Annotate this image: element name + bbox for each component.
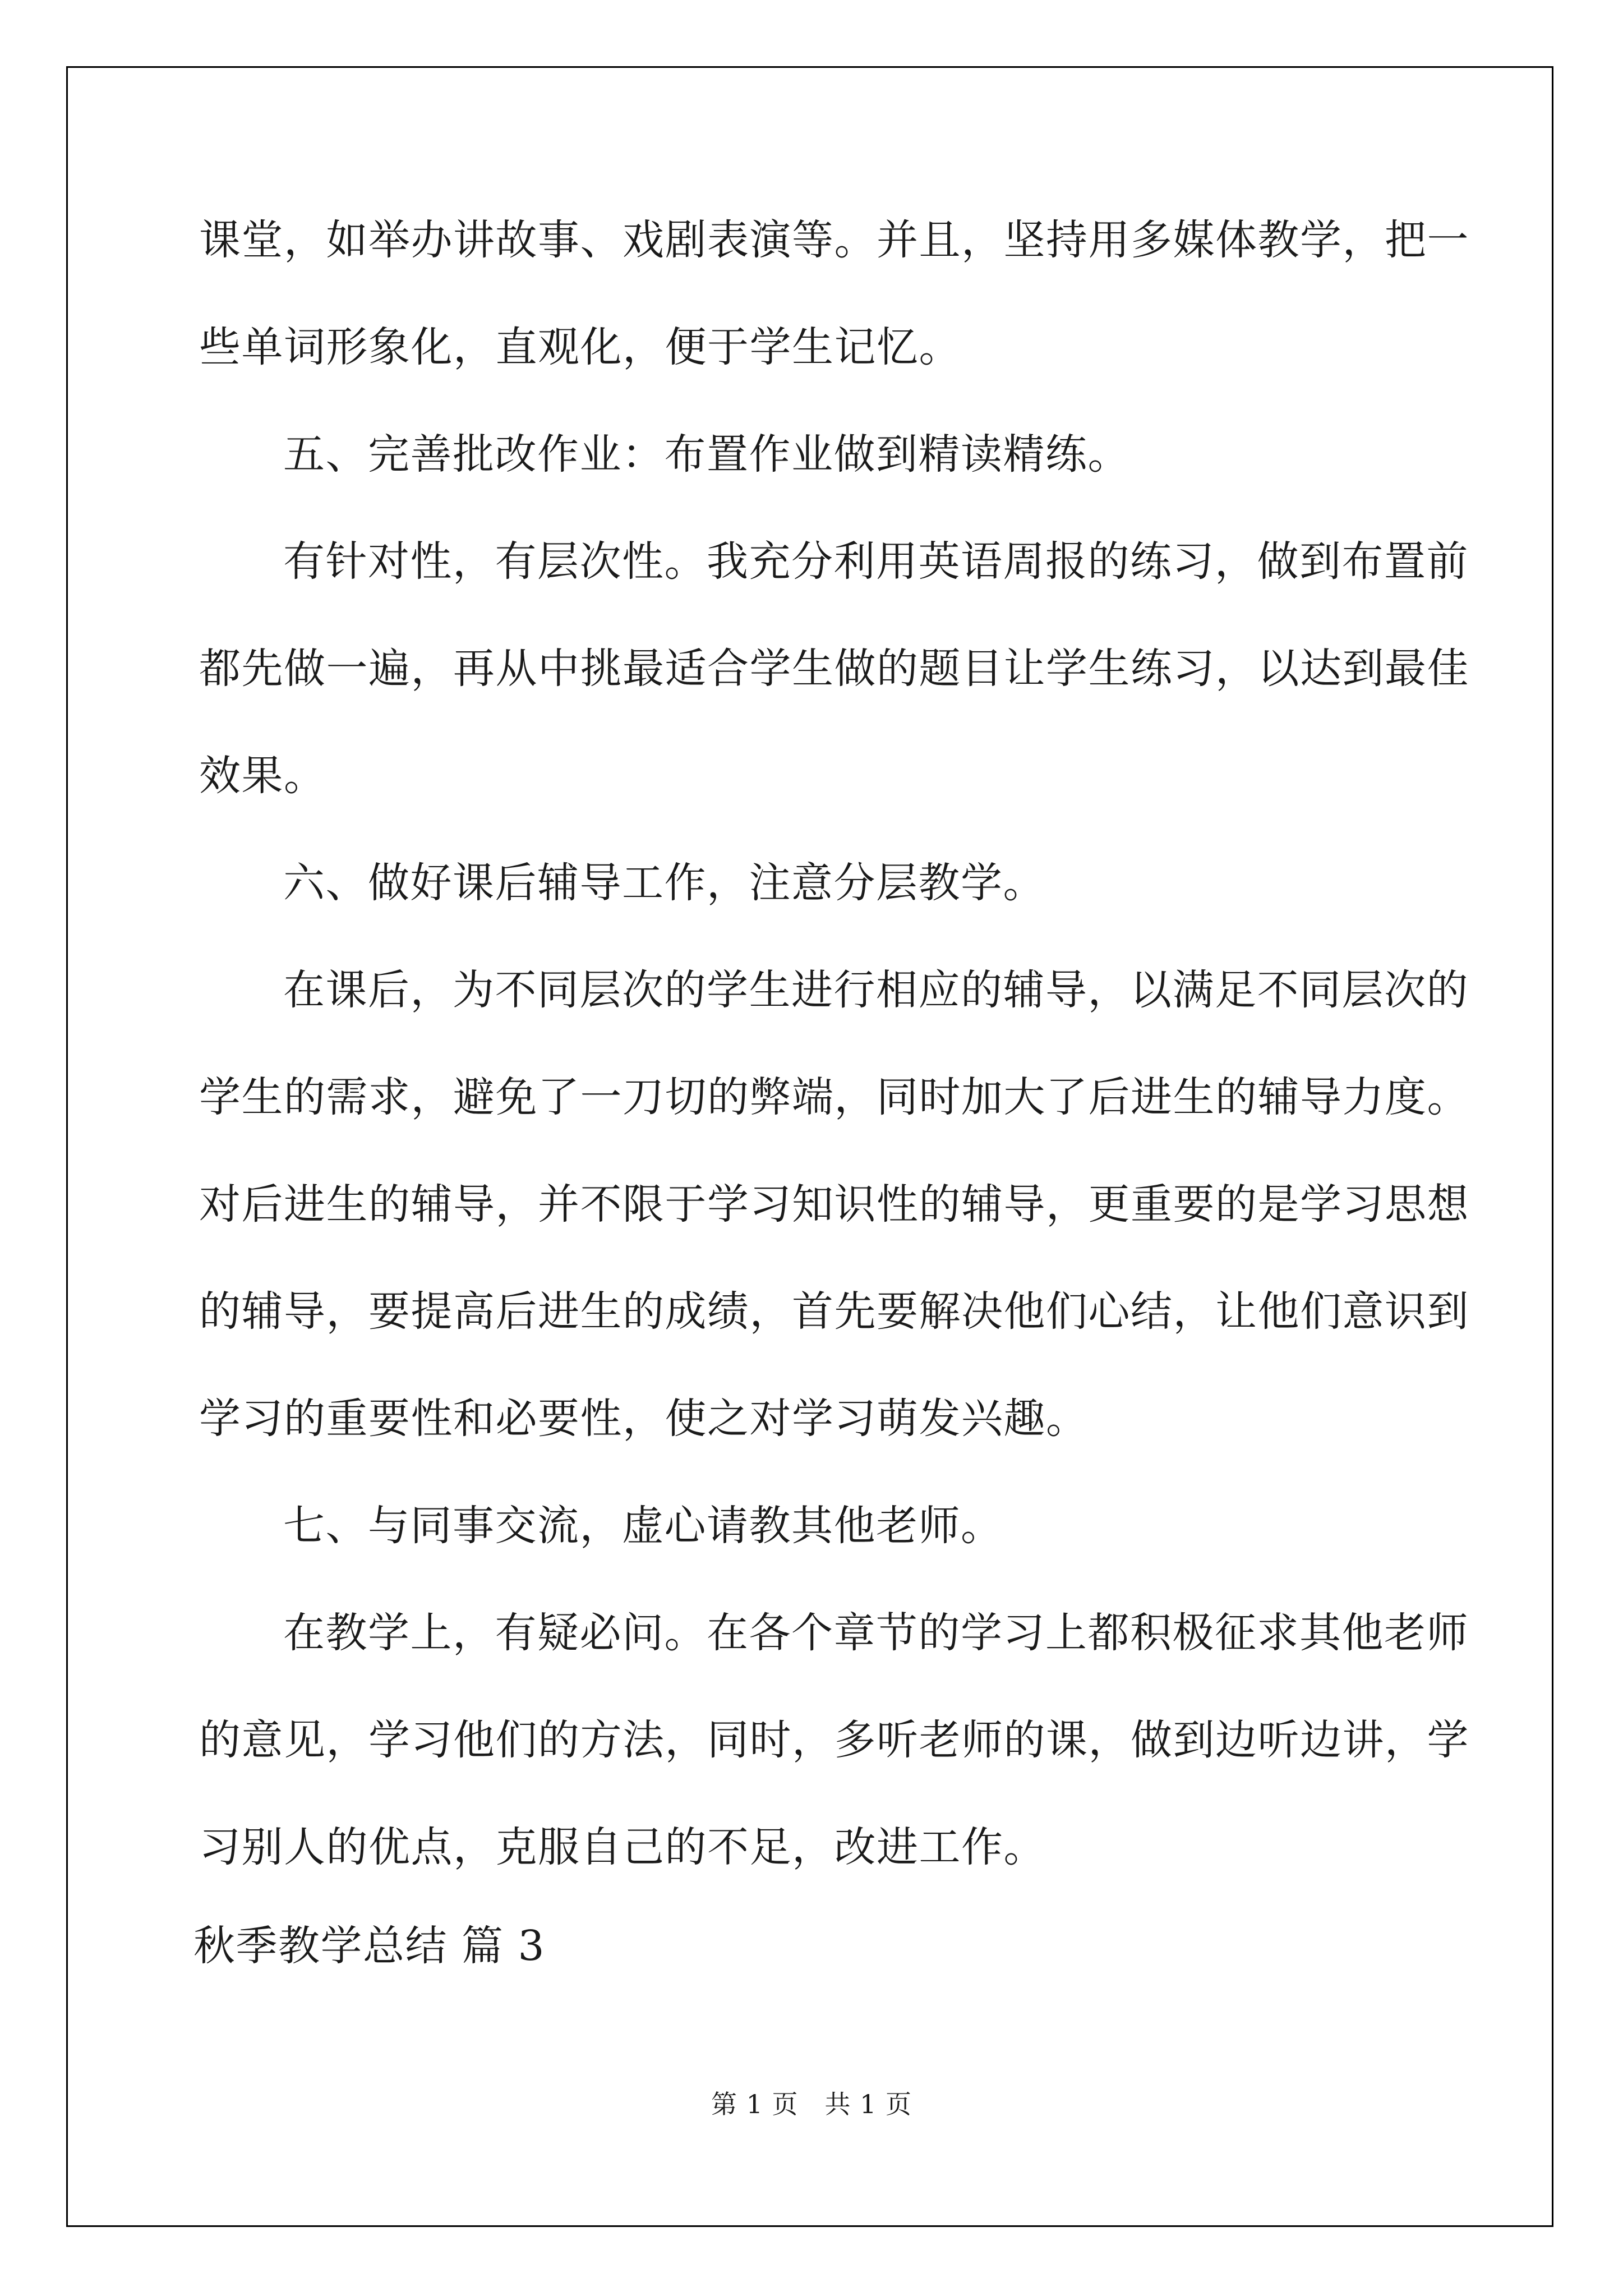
text-line: 学习的重要性和必要性，使之对学习萌发兴趣。 (199, 1395, 1089, 1443)
document-body (193, 213, 1469, 1973)
text-line: 的意见，学习他们的方法，同时，多听老师的课，做到边听边讲，学 (199, 1716, 1469, 1764)
page-footer: 第 1 页 共 1 页 (711, 2089, 912, 2119)
text-line: 效果。 (199, 752, 326, 800)
text-line: 有针对性，有层次性。我充分利用英语周报的练习，做到布置前 (283, 537, 1469, 586)
text-line: 在课后，为不同层次的学生进行相应的辅导，以满足不同层次的 (283, 966, 1469, 1014)
text-line: 七、与同事交流，虚心请教其他老师。 (283, 1502, 1003, 1550)
text-line: 学生的需求，避免了一刀切的弊端，同时加大了后进生的辅导力度。 (199, 1073, 1469, 1121)
text-line: 在教学上，有疑必问。在各个章节的学习上都积极征求其他老师 (283, 1609, 1469, 1657)
text-line: 的辅导，要提高后进生的成绩，首先要解决他们心结，让他们意识到 (199, 1287, 1469, 1336)
text-line: 些单词形象化，直观化，便于学生记忆。 (199, 323, 961, 371)
text-line: 六、做好课后辅导工作，注意分层教学。 (283, 859, 1045, 907)
text-line: 课堂，如举办讲故事、戏剧表演等。并且，坚持用多媒体教学，把一 (199, 216, 1469, 264)
text-line: 都先做一遍，再从中挑最适合学生做的题目让学生练习，以达到最佳 (199, 645, 1469, 693)
text-line: 五、完善批改作业：布置作业做到精读精练。 (283, 430, 1130, 478)
section-heading: 秋季教学总结 篇 3 (193, 1922, 546, 1970)
text-line: 对后进生的辅导，并不限于学习知识性的辅导，更重要的是学习思想 (199, 1180, 1469, 1228)
text-line: 习别人的优点，克服自己的不足，改进工作。 (199, 1823, 1046, 1871)
